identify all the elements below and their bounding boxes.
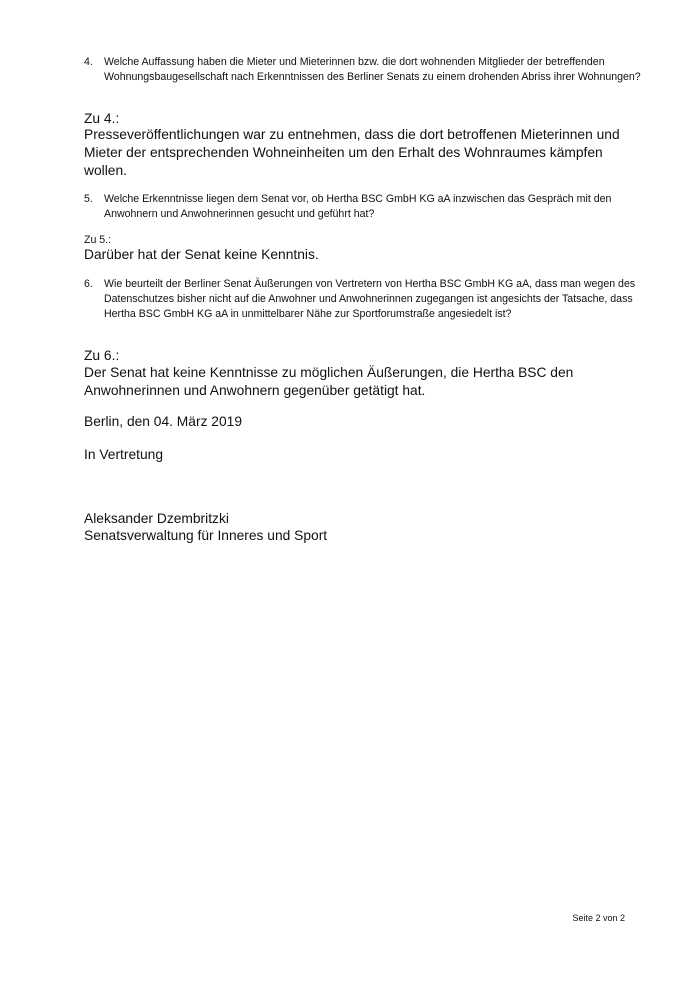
question-text: Wie beurteilt der Berliner Senat Äußerungen von Vertretern von Hertha BSC GmbH KG aA, dass man wegen des Datenschutzes bisher nicht auf die Anwohner und Anwohnerinnen zugegangen ist angesichts der Tatsache, dass Hertha BSC GmbH KG aA in unmittelbarer Nähe zur Sportforumstraße angesiedelt ist? xyxy=(104,278,636,320)
question-5 xyxy=(84,192,644,222)
question-number: 5. xyxy=(84,193,93,205)
representation-note: In Vertretung xyxy=(84,447,164,462)
question-number: 4. xyxy=(84,56,93,68)
answer-5-label: Zu 5.: xyxy=(84,234,112,246)
answer-6-label: Zu 6.: xyxy=(84,348,120,363)
question-6 xyxy=(84,277,644,322)
answer-4-text: Presseveröffentlichungen war zu entnehmen, dass die dort betroffenen Mieterinnen und Mieter der entsprechenden Wohneinheiten um den Erhalt des Wohnraumes kämpfen wollen. xyxy=(84,127,620,178)
page-number: Seite 2 von 2 xyxy=(572,913,625,923)
question-text: Welche Auffassung haben die Mieter und Mieterinnen bzw. die dort wohnenden Mitglieder der betreffenden Wohnungsbaugesellschaft nach Erkenntnissen des Berliner Senats zu einem drohenden Abriss ihrer Wohnungen? xyxy=(104,56,641,83)
question-number: 6. xyxy=(84,278,93,290)
answer-4-label: Zu 4.: xyxy=(84,111,120,126)
question-4 xyxy=(84,55,644,85)
question-text: Welche Erkenntnisse liegen dem Senat vor, ob Hertha BSC GmbH KG aA inzwischen das Gespräch mit den Anwohnern und Anwohnerinnen gesucht und geführt hat? xyxy=(104,193,612,220)
signer-name: Aleksander Dzembritzki xyxy=(84,511,229,526)
place-date: Berlin, den 04. März 2019 xyxy=(84,414,242,429)
answer-5-text: Darüber hat der Senat keine Kenntnis. xyxy=(84,247,319,262)
signer-department: Senatsverwaltung für Inneres und Sport xyxy=(84,528,328,543)
answer-6-text: Der Senat hat keine Kenntnisse zu möglichen Äußerungen, die Hertha BSC den Anwohnerinnen und Anwohnern gegenüber getätigt hat. xyxy=(84,365,574,398)
